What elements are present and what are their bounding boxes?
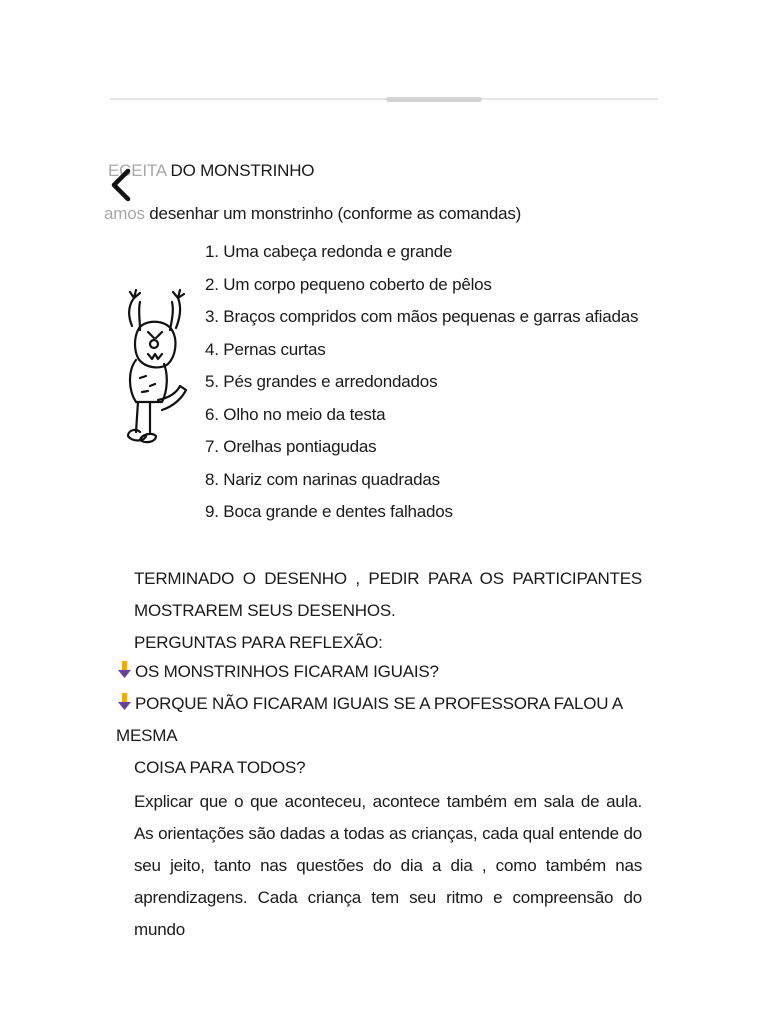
title-text: DO MONSTRINHO xyxy=(166,161,315,180)
list-item: 1. Uma cabeça redonda e grande xyxy=(205,242,453,261)
list-item: 5. Pés grandes e arredondados xyxy=(205,372,438,391)
paragraph-text: TERMINADO O DESENHO , PEDIR PARA OS PARTICIPANTES MOSTRAREM SEUS DESENHOS. xyxy=(134,569,642,620)
monster-illustration xyxy=(118,286,190,456)
subtitle-text: desenhar um monstrinho (conforme as comandas) xyxy=(144,204,522,223)
reflection-question xyxy=(116,656,644,688)
explanation-paragraph: Explicar que o que aconteceu, acontece também em sala de aula. As orientações são dadas a todas as crianças, cada qual entende do seu jeito, tanto nas questões do dia a dia , como também nas aprendizagens. Cada criança tem seu ritmo e compreensão do mundo xyxy=(134,792,642,939)
question-text: OS MONSTRINHOS FICARAM IGUAIS? xyxy=(135,662,439,681)
question-text: PORQUE NÃO FICARAM IGUAIS SE A PROFESSORA FALOU A MESMA xyxy=(116,694,623,745)
list-item: 3. Braços compridos com mãos pequenas e garras afiadas xyxy=(205,307,639,326)
title-cropped-prefix: ECEITA xyxy=(108,161,167,180)
document-title xyxy=(108,160,314,182)
list-item: 9. Boca grande e dentes falhados xyxy=(205,502,453,521)
document-subtitle xyxy=(104,203,521,225)
list-item: 7. Orelhas pontiagudas xyxy=(205,437,377,456)
subtitle-cropped-prefix: amos xyxy=(104,204,145,223)
down-arrow-bullet-icon xyxy=(116,660,134,680)
reflection-question xyxy=(116,688,644,784)
list-item: 6. Olho no meio da testa xyxy=(205,404,386,424)
instruction-list xyxy=(205,241,638,534)
list-item: 4. Pernas curtas xyxy=(205,339,326,359)
reflection-heading: PERGUNTAS PARA REFLEXÃO: xyxy=(134,633,383,652)
instruction-paragraph xyxy=(134,563,642,659)
list-item: 2. Um corpo pequeno coberto de pêlos xyxy=(205,274,492,294)
list-item: 8. Nariz com narinas quadradas xyxy=(205,469,440,489)
down-arrow-bullet-icon xyxy=(116,692,134,712)
chevron-left-icon[interactable] xyxy=(106,165,138,205)
question-text-continued: COISA PARA TODOS? xyxy=(134,758,306,777)
